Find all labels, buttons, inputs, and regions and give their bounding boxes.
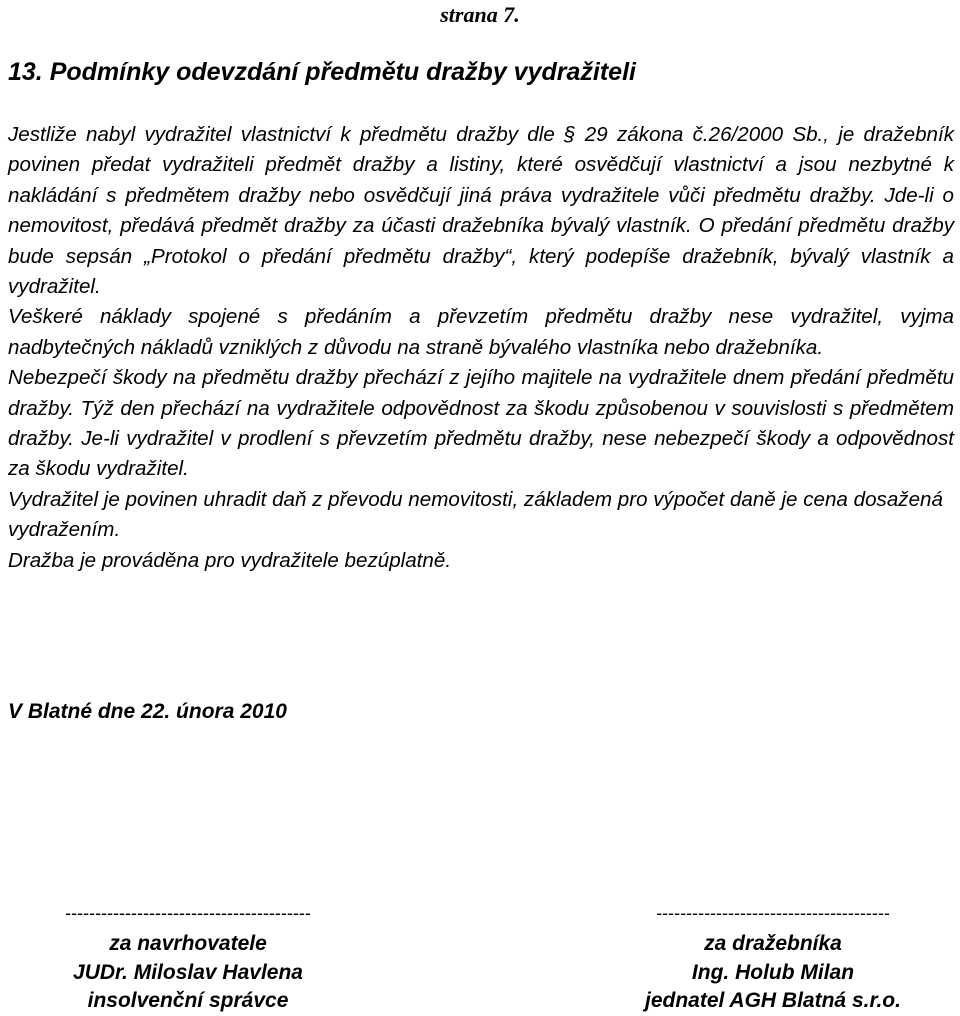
paragraph-handover: Jestliže nabyl vydražitel vlastnictví k předmětu dražby dle § 29 zákona č.26/2000 Sb., je dražebník povinen předat vydražiteli předmět dražby a listiny, které osvědčují vlastnictví a jsou nezbytné k nakládání s předmětem dražby nebo osvědčují jiná práva vydražitele vůči předmětu dražby. Jde-li o nemovitost, předává předmět dražby za účasti dražebníka bývalý vlastník. O předání předmětu dražby bude sepsán „Protokol o předání předmětu dražby“, který podepíše dražebník, bývalý vlastník a vydražitel. <box>8 123 954 299</box>
signature-title: insolvenční správce <box>87 989 289 1012</box>
signature-name: Ing. Holub Milan <box>691 960 855 984</box>
signature-role: za navrhovatele <box>109 932 267 955</box>
signature-block-auctioneer <box>598 902 948 1016</box>
page-number: strana 7. <box>440 2 520 27</box>
signature-line: --------------------------------------- <box>656 903 890 923</box>
paragraph-free-of-charge: Dražba je prováděna pro vydražitele bezúplatně. <box>8 548 452 572</box>
signature-title: jednatel AGH Blatná s.r.o. <box>645 989 901 1012</box>
paragraph-costs: Veškeré náklady spojené s předáním a převzetím předmětu dražby nese vydražitel, vyjma nadbytečných nákladů vzniklých z důvodu na straně bývalého vlastníka nebo dražebníka. <box>8 305 954 359</box>
paragraph-tax: Vydražitel je povinen uhradit daň z převodu nemovitosti, základem pro výpočet daně je cena dosažená vydražením. <box>8 487 943 542</box>
signature-role: za dražebníka <box>704 932 842 955</box>
signature-block-proposer <box>8 902 368 1016</box>
paragraph-risk: Nebezpečí škody na předmětu dražby přechází z jejího majitele na vydražitele dnem předání předmětu dražby. Týž den přechází na vydražitele odpovědnost za škodu způsobenou v souvislosti s předmětem dražby. Je-li vydražitel v prodlení s převzetím předmětu dražby, nese nebezpečí škody a odpovědnost za škodu vydražitel. <box>8 366 954 481</box>
signature-line: ----------------------------------------- <box>65 903 311 923</box>
date-line: V Blatné dne 22. února 2010 <box>8 700 287 723</box>
section-body <box>8 120 954 576</box>
section-heading: 13. Podmínky odevzdání předmětu dražby vydražiteli <box>8 58 636 86</box>
signature-name: JUDr. Miloslav Havlena <box>73 960 303 984</box>
